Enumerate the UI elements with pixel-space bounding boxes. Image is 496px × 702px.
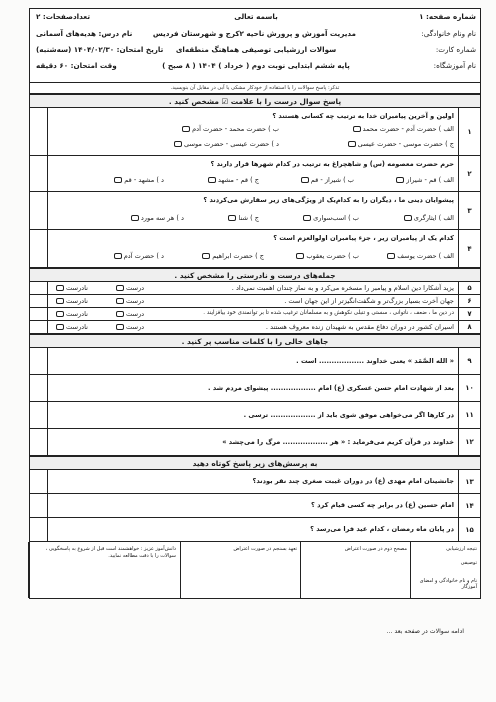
- card-number-label: شماره کارت:: [435, 45, 476, 54]
- option-d[interactable]: د ) هر سه مورد: [131, 214, 184, 222]
- rules-box: [28, 542, 180, 598]
- question-row: [30, 230, 480, 268]
- result-label: نتیجه ارزشیابی: [446, 546, 477, 552]
- question-number: ۸: [458, 321, 480, 333]
- question-number: ۱: [458, 108, 480, 155]
- score-cell: [30, 108, 48, 155]
- true-option[interactable]: درست: [116, 297, 144, 305]
- section-short-answer-title: به پرسش‌های زیر پاسخ کوتاه دهید: [30, 456, 480, 470]
- checkbox-icon[interactable]: [56, 298, 64, 304]
- checkbox-icon[interactable]: [353, 126, 361, 132]
- true-option[interactable]: درست: [116, 284, 144, 292]
- question-number: ۱۰: [458, 375, 480, 401]
- question-number: ۷: [458, 308, 480, 320]
- exam-duration: وقت امتحان: ۶۰ دقیقه: [36, 61, 117, 70]
- question-text: حرم حضرت معصومه (س) و شاهچراغ به ترتیب در کدام شهرها قرار دارند ؟: [210, 160, 454, 168]
- checkbox-icon[interactable]: [202, 253, 210, 259]
- checkbox-icon[interactable]: [131, 215, 139, 221]
- question-number: ۴: [458, 230, 480, 267]
- option-b[interactable]: ب ) اسب‌سواری: [303, 214, 359, 222]
- score-cell: [30, 402, 48, 428]
- checkbox-icon[interactable]: [114, 177, 122, 183]
- page-number: شماره صفحه: ۱: [419, 12, 476, 21]
- short-answer-row: [30, 494, 480, 518]
- question-row: [30, 108, 480, 156]
- checkbox-icon[interactable]: [116, 298, 124, 304]
- true-false-row: [30, 308, 480, 321]
- checkbox-icon[interactable]: [116, 324, 124, 330]
- score-cell: [30, 308, 48, 320]
- exam-sheet: [29, 8, 481, 599]
- question-row: [30, 156, 480, 192]
- option-d[interactable]: د ) حضرت آدم: [114, 252, 164, 260]
- question-number: ۶: [458, 295, 480, 307]
- option-c[interactable]: ج ) شنا: [228, 214, 259, 222]
- score-cell: [30, 429, 48, 455]
- descriptive-label: توصیفی: [460, 560, 477, 566]
- question-number: ۱۳: [458, 470, 480, 493]
- short-answer-text[interactable]: جانشینان امام مهدی (ع) در دوران غیبت صغری چند نفر بودند؟: [252, 477, 454, 485]
- short-answer-text[interactable]: در پایان ماه رمضان ، کدام عید فرا می‌رسد ؟: [310, 525, 454, 533]
- option-b[interactable]: ب ) حضرت یعقوب: [296, 252, 359, 260]
- option-a[interactable]: الف ) حضرت یوسف: [387, 252, 454, 260]
- false-option[interactable]: نادرست: [56, 310, 88, 318]
- checkbox-icon[interactable]: [116, 285, 124, 291]
- section-multiple-choice-title: پاسخ سوال درست را با علامت ☑ مشخص کنید .: [30, 94, 480, 108]
- question-number: ۱۲: [458, 429, 480, 455]
- fill-blank-row: [30, 429, 480, 456]
- checkbox-icon[interactable]: [301, 177, 309, 183]
- statement-text: در دین ما ، ضعف ، ناتوانی ، سستی و تنبلی نکوهش و به مسلمانان ترغیب شده تا بر توانمندی خود بیافزایند .: [203, 310, 454, 316]
- checkbox-icon[interactable]: [174, 141, 182, 147]
- score-cell: [30, 470, 48, 493]
- option-c[interactable]: ج ) قم - مشهد: [208, 176, 259, 184]
- checkbox-icon[interactable]: [404, 215, 412, 221]
- score-cell: [30, 230, 48, 267]
- option-d[interactable]: د ) حضرت عیسی - حضرت موسی: [174, 140, 279, 148]
- statement-text: یزید آشکارا دین اسلام و پیامبر را مسخره می‌کرد و به نماز چندان اهمیت نمی‌داد .: [231, 284, 454, 292]
- section-fill-blank-title: جاهای خالی را با کلمات مناسب پر کنید .: [30, 334, 480, 348]
- score-cell: [30, 295, 48, 307]
- score-cell: [30, 518, 48, 541]
- student-name-label: نام ونام خانوادگی:: [421, 29, 476, 38]
- statement-text: اسیران کشور در دوران دفاع مقدس به شهیدان زنده معروف هستند .: [265, 323, 454, 331]
- question-number: ۳: [458, 192, 480, 229]
- option-c[interactable]: ج ) حضرت ابراهیم: [202, 252, 264, 260]
- true-option[interactable]: درست: [116, 323, 144, 331]
- checkbox-icon[interactable]: [182, 126, 190, 132]
- true-false-row: [30, 295, 480, 308]
- exam-title: سوالات ارزشیابی توصیفی هماهنگ منطقه‌ای: [175, 45, 337, 54]
- objection-box: [180, 542, 300, 598]
- false-option[interactable]: نادرست: [56, 297, 88, 305]
- exam-notice: تذکر: پاسخ سوالات را با استفاده از خودکار مشکی یا آبی در مقابل آن بنویسید.: [30, 83, 480, 94]
- question-number: ۱۴: [458, 494, 480, 517]
- option-a[interactable]: الف ) قم - شیراز: [396, 176, 454, 184]
- teacher-box: [410, 542, 480, 598]
- checkbox-icon[interactable]: [56, 311, 64, 317]
- continue-note: ادامه سوالات در صفحه بعد ...: [386, 628, 464, 635]
- short-answer-row: [30, 470, 480, 494]
- option-b[interactable]: ب ) شیراز - قم: [301, 176, 354, 184]
- bismillah: باسمه تعالی: [234, 12, 278, 21]
- question-number: ۱۱: [458, 402, 480, 428]
- statement-text: جهان آخرت بسیار بزرگ‌تر و شگفت‌انگیزتر از این جهان است .: [284, 297, 454, 305]
- second-grader-box: [300, 542, 410, 598]
- short-answer-text[interactable]: امام حسین (ع) در برابر چه کسی قیام کرد ؟: [311, 501, 454, 509]
- exam-footer: [30, 542, 480, 598]
- rules-text: دانش‌آموز عزیز : خواهشمند است قبل از شروع به پاسخگویی ، سوالات را با دقت مطالعه نمایید.: [45, 546, 176, 559]
- checkbox-icon[interactable]: [296, 253, 304, 259]
- option-d[interactable]: د ) مشهد - قم: [114, 176, 164, 184]
- grade-title: پایه ششم ابتدایی نوبت دوم ( خرداد ) ۱۴۰۴ ( ۸ صبح ): [162, 61, 350, 70]
- true-option[interactable]: درست: [116, 310, 144, 318]
- option-c[interactable]: ج ) حضرت موسی - حضرت عیسی: [348, 140, 454, 148]
- option-b[interactable]: ب ) حضرت محمد - حضرت آدم: [182, 125, 279, 133]
- department-title: مدیریت آموزش و پرورش ناحیه ۲کرج و شهرستان فردیس: [152, 29, 356, 38]
- objection-label: تعهد بسنجم در صورت اعتراض: [233, 546, 297, 552]
- option-a[interactable]: الف ) حضرت آدم - حضرت محمد: [353, 125, 454, 133]
- fill-blank-text[interactable]: « الله الصَّمَد » یعنی خداوند .................. است .: [296, 357, 454, 365]
- question-text: اولین و آخرین پیامبران خدا به ترتیب چه کسانی هستند ؟: [272, 112, 454, 120]
- second-grader-label: مصحح دوم در صورت اعتراض: [344, 546, 407, 552]
- short-answer-row: [30, 518, 480, 542]
- true-false-row: [30, 282, 480, 295]
- exam-date: تاریخ امتحان: ۱۴۰۴/۰۲/۳۰ (سه‌شنبه): [36, 45, 164, 54]
- score-cell: [30, 494, 48, 517]
- checkbox-icon[interactable]: [303, 215, 311, 221]
- section-true-false-title: جمله‌های درست و نادرستی را مشخص کنید .: [30, 268, 480, 282]
- teacher-signature-label: نام و نام خانوادگی و امضای آموزگار: [419, 578, 477, 590]
- score-cell: [30, 348, 48, 374]
- question-text: پیشوایان دینی ما ، دیگران را به کدام‌یک از ویژگی‌های زیر سفارش می‌کردند ؟: [203, 196, 454, 204]
- subject-name: نام درس: هدیه‌های آسمانی: [36, 29, 133, 38]
- fill-blank-row: [30, 402, 480, 429]
- fill-blank-text[interactable]: در کارها اگر می‌خواهی موفق شوی باید از .................. ترسی .: [243, 411, 454, 419]
- checkbox-icon[interactable]: [387, 253, 395, 259]
- question-text: کدام یک از پیامبران زیر ، جزء پیامبران اولوالعزم است ؟: [273, 234, 454, 242]
- true-false-row: [30, 321, 480, 334]
- score-cell: [30, 192, 48, 229]
- checkbox-icon[interactable]: [348, 141, 356, 147]
- school-name-label: نام آموزشگاه:: [433, 61, 476, 70]
- question-number: ۹: [458, 348, 480, 374]
- checkbox-icon[interactable]: [396, 177, 404, 183]
- score-cell: [30, 321, 48, 333]
- page-count: تعدادصفحات: ۲: [36, 12, 91, 21]
- fill-blank-text[interactable]: بعد از شهادت امام حسن عسکری (ع) امام .................. پیشوای مردم شد .: [208, 384, 454, 392]
- checkbox-icon[interactable]: [228, 215, 236, 221]
- false-option[interactable]: نادرست: [56, 323, 88, 331]
- option-a[interactable]: الف ) ایثارگری: [404, 214, 454, 222]
- false-option[interactable]: نادرست: [56, 284, 88, 292]
- checkbox-icon[interactable]: [208, 177, 216, 183]
- score-cell: [30, 375, 48, 401]
- fill-blank-row: [30, 375, 480, 402]
- score-cell: [30, 282, 48, 294]
- fill-blank-text[interactable]: خداوند در قرآن کریم می‌فرماید : « هر .................. مرگ را می‌چشد »: [222, 438, 454, 446]
- question-number: ۲: [458, 156, 480, 191]
- question-row: [30, 192, 480, 230]
- score-cell: [30, 156, 48, 191]
- question-number: ۱۵: [458, 518, 480, 541]
- fill-blank-row: [30, 348, 480, 375]
- checkbox-icon[interactable]: [56, 324, 64, 330]
- checkbox-icon[interactable]: [116, 311, 124, 317]
- checkbox-icon[interactable]: [56, 285, 64, 291]
- question-number: ۵: [458, 282, 480, 294]
- exam-header: [30, 9, 480, 83]
- checkbox-icon[interactable]: [114, 253, 122, 259]
